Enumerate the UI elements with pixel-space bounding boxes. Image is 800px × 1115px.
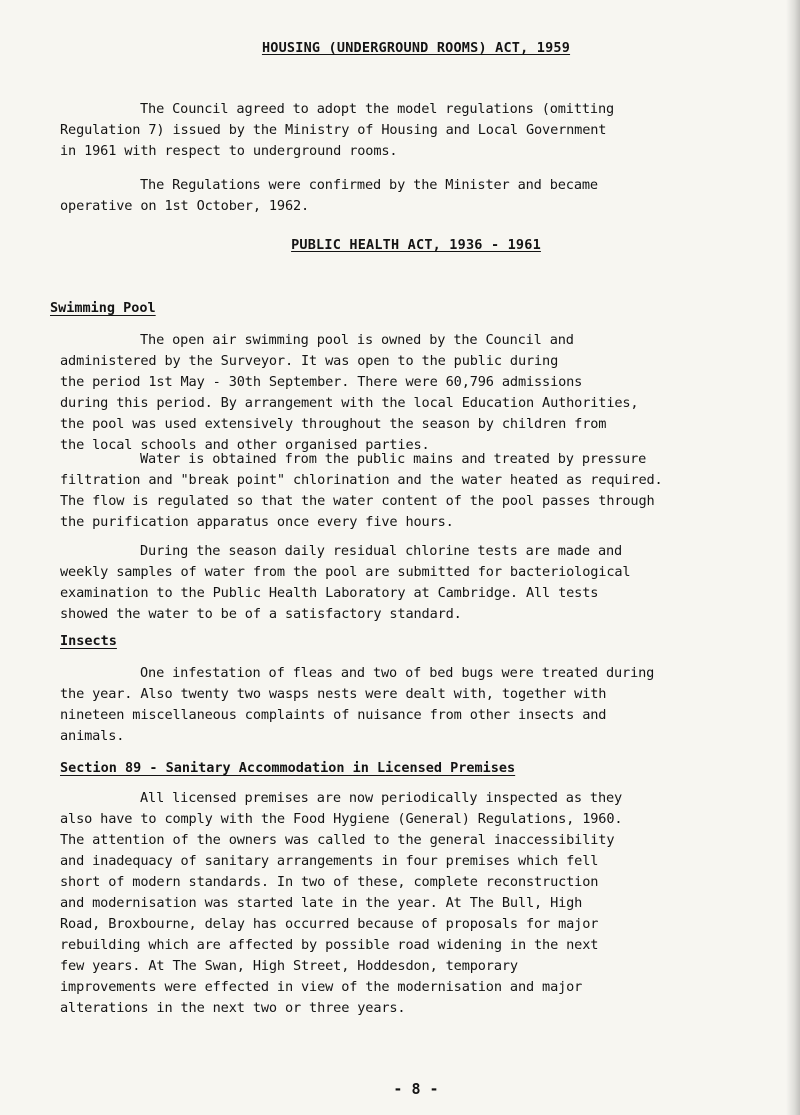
- page-number: - 8 -: [393, 1080, 439, 1098]
- page-edge-shadow: [786, 0, 800, 1115]
- paragraph-housing-confirmation: The Regulations were confirmed by the Minister and became operative on 1st October, 1962.: [60, 177, 598, 214]
- paragraph-swimming-pool-water: Water is obtained from the public mains and treated by pressure filtration and "break point" chlorination and the water heated as required. The flow is regulated so that the water content of the pool passes through the purification apparatus once every five hours.: [60, 451, 663, 530]
- paragraph-housing-regulations: The Council agreed to adopt the model regulations (omitting Regulation 7) issued by the Ministry of Housing and Local Government in 1961 with respect to underground rooms.: [60, 101, 615, 159]
- paragraph-insects: One infestation of fleas and two of bed bugs were treated during the year. Also twenty two wasps nests were dealt with, together with nineteen miscellaneous complaints of nuisance from other insects and animals.: [60, 665, 655, 744]
- subheading-insects: Insects: [60, 633, 117, 649]
- paragraph-section-89: All licensed premises are now periodically inspected as they also have to comply with the Food Hygiene (General) Regulations, 1960. The attention of the owners was called to the general inaccessibility and inadequacy of sanitary arrangements in four premises which fell short of modern standards. In two of these, complete reconstruction and modernisation was started late in the year. At The Bull, High Road, Broxbourne, delay has occurred because of proposals for major rebuilding which are affected by possible road widening in the next few years. At The Swan, High Street, Hoddesdon, temporary improvements were effected in view of the modernisation and major alterations in the next two or three years.: [60, 790, 623, 1016]
- paragraph-swimming-pool-usage: The open air swimming pool is owned by the Council and administered by the Surveyor. It was open to the public during the period 1st May - 30th September. There were 60,796 admissions during this period. By arrangement with the local Education Authorities, the pool was used extensively throughout the season by children from the local schools and other organised parties.: [60, 332, 639, 453]
- subheading-swimming-pool: Swimming Pool: [50, 300, 156, 316]
- subheading-section-89: Section 89 - Sanitary Accommodation in Licensed Premises: [60, 760, 516, 776]
- heading-public-health-act: PUBLIC HEALTH ACT, 1936 - 1961: [291, 237, 541, 253]
- heading-housing-act: HOUSING (UNDERGROUND ROOMS) ACT, 1959: [261, 40, 571, 56]
- paragraph-swimming-pool-tests: During the season daily residual chlorine tests are made and weekly samples of water from the pool are submitted for bacteriological examination to the Public Health Laboratory at Cambridge. All tests showed the water to be of a satisfactory standard.: [60, 543, 631, 622]
